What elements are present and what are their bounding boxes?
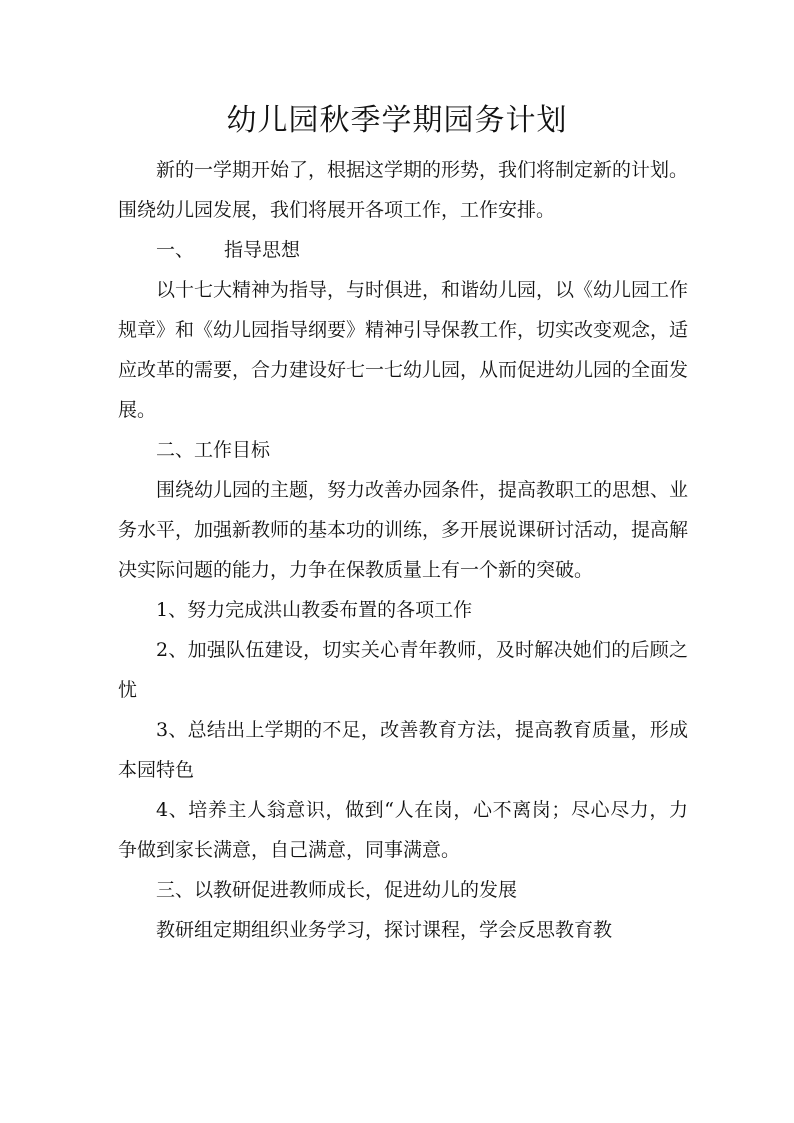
work-goals-paragraph: 围绕幼儿园的主题，努力改善办园条件，提高教职工的思想、业务水平，加强新教师的基本功的训练，多开展说课研讨活动，提高解决实际问题的能力，力争在保教质量上有一个新的突破。: [118, 479, 689, 581]
work-goal-item-1: 1、努力完成洪山教委布置的各项工作: [156, 599, 473, 621]
section-number: 一、: [156, 239, 195, 261]
page-title: 幼儿园秋季学期园务计划: [226, 103, 568, 138]
work-goal-item-4: 4、培养主人翁意识，做到“人在岗，心不离岗；尽心尽力，力争做到家长满意，自己满意，同事满意。: [118, 799, 688, 861]
section-heading-work-goals: 二、工作目标: [156, 439, 271, 461]
document-body: [118, 150, 688, 950]
section-title: 指导思想: [224, 239, 301, 261]
intro-paragraph: 新的一学期开始了，根据这学期的形势，我们将制定新的计划。围绕幼儿园发展，我们将展开各项工作，工作安排。: [118, 159, 689, 221]
section-heading-guiding-thought: [118, 230, 688, 270]
teaching-research-paragraph: 教研组定期组织业务学习，探讨课程，学会反思教育教: [156, 919, 613, 941]
guiding-thought-paragraph: 以十七大精神为指导，与时俱进，和谐幼儿园，以《幼儿园工作规章》和《幼儿园指导纲要》精神引导保教工作，切实改变观念，适应改革的需要，合力建设好七一七幼儿园，从而促进幼儿园的全面发展。: [118, 279, 689, 421]
work-goal-item-3: 3、总结出上学期的不足，改善教育方法，提高教育质量，形成本园特色: [118, 719, 688, 781]
section-heading-teaching-research: 三、以教研促进教师成长，促进幼儿的发展: [156, 879, 518, 901]
work-goal-item-2: 2、加强队伍建设，切实关心青年教师，及时解决她们的后顾之忧: [118, 639, 688, 701]
